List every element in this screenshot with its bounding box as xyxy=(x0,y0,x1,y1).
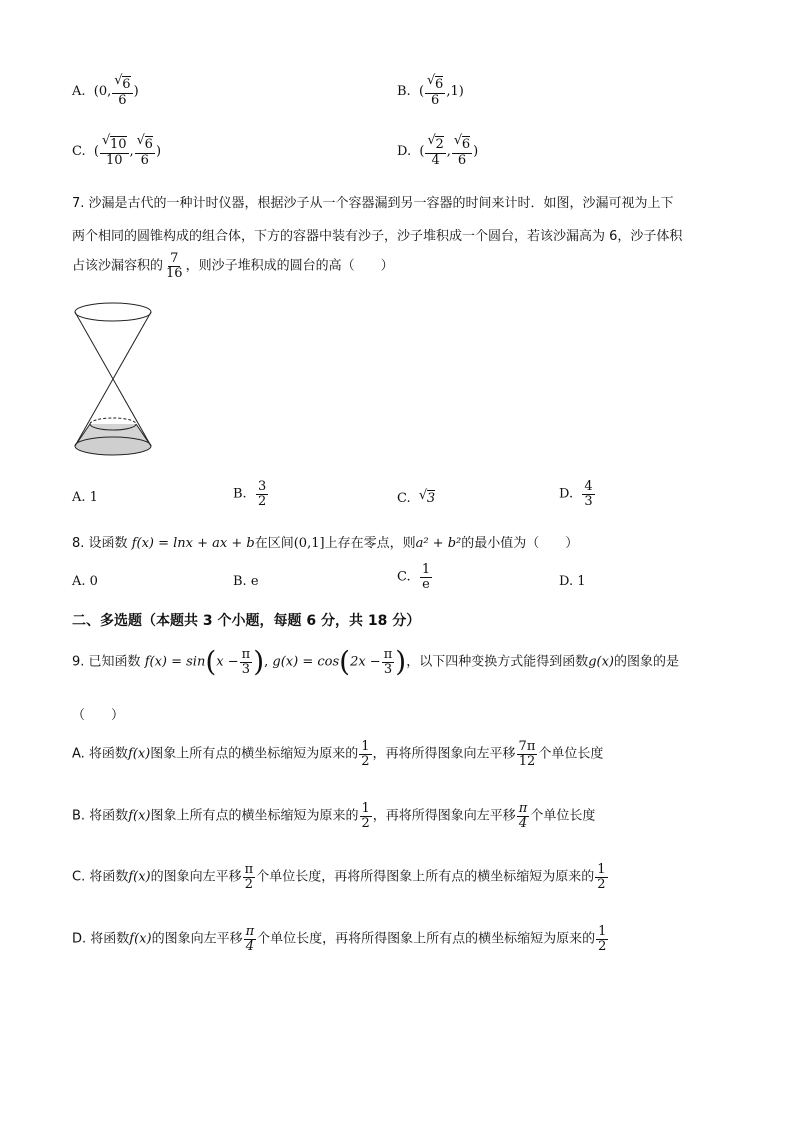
fraction: $\frac{1}{e}$ xyxy=(421,562,431,592)
q6-option-b[interactable]: B. ( √ 6 6 ,1) xyxy=(397,73,464,108)
q7-line-1: 7. 沙漏是古代的一种计时仪器，根据沙子从一个容器漏到另一容器的时间来计时．如图，沙漏可视为上下 xyxy=(72,196,674,211)
fraction: $\frac{\pi}{3}$ xyxy=(383,647,393,677)
q9-paren: （ ） xyxy=(72,708,125,723)
q7-option-c[interactable]: C. √ 3 xyxy=(397,488,436,506)
fraction: √ 10 10 xyxy=(101,133,127,168)
q7-line-2: 两个相同的圆锥构成的组合体，下方的容器中装有沙子，沙子堆积成一个圆台，若该沙漏高为 6，沙子体积 xyxy=(72,229,683,244)
q8-stem: 8. 设函数 f(x) = lnx + ax + b在区间(0,1]上存在零点，则a² + b²的最小值为（ ） xyxy=(72,536,579,551)
q9-option-c[interactable]: C. 将函数f(x)的图象向左平移 $\frac{\pi}{2}$ 个单位长度，再将所得图象上所有点的横坐标缩短为原来的 $\frac{1}{2}$ xyxy=(72,862,606,892)
fraction: $\frac{\pi}{3}$ xyxy=(241,647,251,677)
bottom-cone-base xyxy=(75,437,151,455)
fraction: $\frac{\pi}{2}$ xyxy=(244,862,254,892)
fraction: √ 6 6 xyxy=(114,73,131,108)
q9-stem: 9. 已知函数 f(x) = sin(x − $\frac{\pi}{3}$ ), g(x) = cos(2x − $\frac{\pi}{3}$ )，以下四种变换方式能得到函数g(x)的图象的是 xyxy=(72,645,680,679)
fraction: $\frac{1}{2}$ xyxy=(361,739,370,769)
q8-option-d[interactable]: D. 1 xyxy=(559,574,586,589)
fraction: $\frac{\pi}{4}$ xyxy=(245,924,255,954)
fraction: √ 6 6 xyxy=(427,73,444,108)
q7-line-3: 占该沙漏容积的 $\frac{7}{16}$ ，则沙子堆积成的圆台的高（ ） xyxy=(72,251,394,281)
fraction: $\frac{3}{2}$ xyxy=(257,479,267,509)
fraction: $\frac{7}{16}$ xyxy=(166,251,183,281)
fraction: $\frac{1}{2}$ xyxy=(597,862,606,892)
q8-option-b[interactable]: B. e xyxy=(233,574,259,589)
q6-option-c[interactable]: C. ( √ 10 10 , √ 6 6 ) xyxy=(72,133,162,168)
fraction: $\frac{1}{2}$ xyxy=(598,924,607,954)
fraction: $\frac{4}{3}$ xyxy=(584,479,593,509)
sand-top-back xyxy=(90,418,136,424)
fraction: √ 6 6 xyxy=(136,133,153,168)
q7-option-a[interactable]: A. 1 xyxy=(72,490,98,505)
fraction: $\frac{7\pi}{12}$ xyxy=(518,739,536,769)
q8-option-a[interactable]: A. 0 xyxy=(72,574,98,589)
fraction: $\frac{1}{2}$ xyxy=(361,801,370,831)
q7-option-d[interactable]: D. $\frac{4}{3}$ xyxy=(559,479,593,509)
hourglass-figure xyxy=(70,298,158,470)
q8-option-c[interactable]: C. $\frac{1}{e}$ xyxy=(397,562,431,592)
q9-option-b[interactable]: B. 将函数f(x)图象上所有点的横坐标缩短为原来的 $\frac{1}{2}$ ，再将所得图象向左平移 $\frac{\pi}{4}$ 个单位长度 xyxy=(72,801,596,831)
q9-option-a[interactable]: A. 将函数f(x)图象上所有点的横坐标缩短为原来的 $\frac{1}{2}$ ，再将所得图象向左平移 $\frac{7\pi}{12}$ 个单位长度 xyxy=(72,739,604,769)
top-cone-rim xyxy=(75,303,151,321)
q6-option-a[interactable]: A. (0, √ 6 6 ) xyxy=(72,73,139,108)
q9-option-d[interactable]: D. 将函数f(x)的图象向左平移 $\frac{\pi}{4}$ 个单位长度，再将所得图象上所有点的横坐标缩短为原来的 $\frac{1}{2}$ xyxy=(72,924,607,954)
fraction: √ 6 6 xyxy=(453,133,471,168)
q6-option-d[interactable]: D. ( √ 2 4 , √ 6 6 ) xyxy=(397,133,479,168)
fraction: $\frac{\pi}{4}$ xyxy=(518,801,528,831)
section-title: 二、多选题（本题共 3 个小题，每题 6 分，共 18 分） xyxy=(72,613,421,629)
fraction: √ 2 4 xyxy=(427,133,444,168)
q7-option-b[interactable]: B. $\frac{3}{2}$ xyxy=(233,479,267,509)
